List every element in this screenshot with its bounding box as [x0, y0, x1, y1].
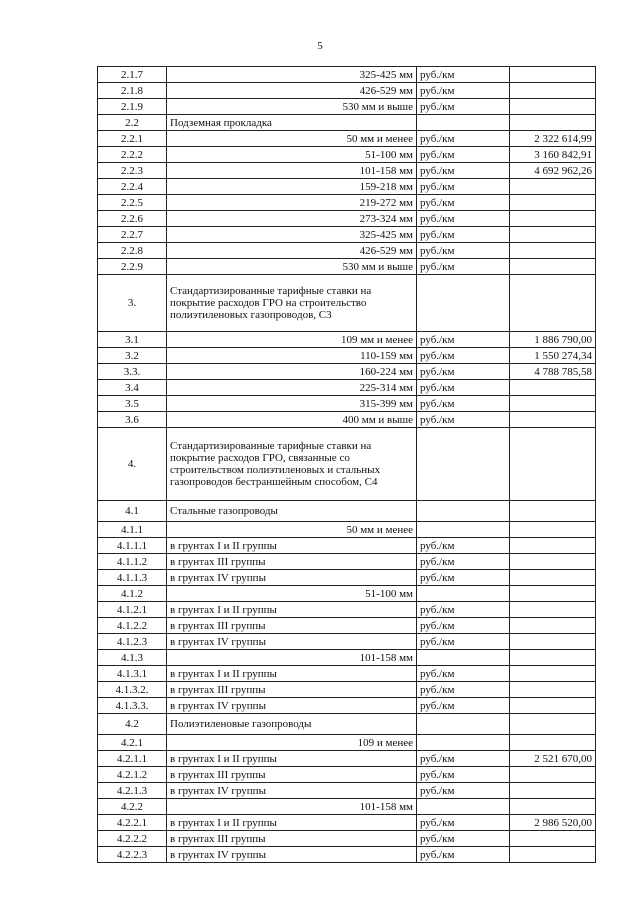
row-number-cell: 2.2.4 [98, 179, 167, 195]
value-cell: 2 322 614,99 [510, 131, 596, 147]
table-row [98, 227, 596, 243]
description-cell: 426-529 мм [167, 243, 417, 259]
table-row [98, 115, 596, 131]
row-number-cell: 4.1.2.2 [98, 618, 167, 634]
row-number-cell: 4.1.1.3 [98, 570, 167, 586]
tariff-table [97, 66, 596, 863]
description-cell: 325-425 мм [167, 227, 417, 243]
unit-cell: руб./км [417, 666, 510, 682]
value-cell [510, 227, 596, 243]
table-row [98, 570, 596, 586]
table-row [98, 586, 596, 602]
table-row [98, 714, 596, 735]
row-number-cell: 4. [98, 428, 167, 501]
description-cell: 101-158 мм [167, 799, 417, 815]
description-cell: в грунтах III группы [167, 767, 417, 783]
description-cell: Стальные газопроводы [167, 501, 417, 522]
description-cell: Стандартизированные тарифные ставки на покрытие расходов ГРО, связанные со строительством полиэтиленовых и стальных газопроводов бестраншейным способом, С4 [167, 428, 417, 501]
unit-cell: руб./км [417, 554, 510, 570]
value-cell [510, 243, 596, 259]
row-number-cell: 3.5 [98, 396, 167, 412]
row-number-cell: 4.1.2.1 [98, 602, 167, 618]
value-cell [510, 211, 596, 227]
row-number-cell: 4.1.3.2. [98, 682, 167, 698]
description-cell: 50 мм и менее [167, 522, 417, 538]
table-row [98, 275, 596, 332]
row-number-cell: 2.1.7 [98, 67, 167, 83]
value-cell [510, 698, 596, 714]
table-row [98, 634, 596, 650]
value-cell [510, 634, 596, 650]
table-row [98, 650, 596, 666]
row-number-cell: 2.2.6 [98, 211, 167, 227]
row-number-cell: 4.2.1.2 [98, 767, 167, 783]
unit-cell [417, 501, 510, 522]
table-row [98, 666, 596, 682]
description-cell: в грунтах IV группы [167, 570, 417, 586]
description-cell: 273-324 мм [167, 211, 417, 227]
unit-cell: руб./км [417, 131, 510, 147]
table-row [98, 783, 596, 799]
description-cell: 50 мм и менее [167, 131, 417, 147]
table-row [98, 522, 596, 538]
unit-cell: руб./км [417, 698, 510, 714]
value-cell [510, 554, 596, 570]
row-number-cell: 2.2 [98, 115, 167, 131]
table-row [98, 831, 596, 847]
unit-cell [417, 714, 510, 735]
value-cell [510, 83, 596, 99]
unit-cell [417, 275, 510, 332]
description-cell: 101-158 мм [167, 163, 417, 179]
value-cell [510, 831, 596, 847]
value-cell [510, 538, 596, 554]
description-cell: 530 мм и выше [167, 99, 417, 115]
description-cell: 160-224 мм [167, 364, 417, 380]
table-row [98, 538, 596, 554]
unit-cell: руб./км [417, 380, 510, 396]
value-cell [510, 666, 596, 682]
unit-cell: руб./км [417, 364, 510, 380]
value-cell [510, 259, 596, 275]
unit-cell: руб./км [417, 815, 510, 831]
unit-cell: руб./км [417, 348, 510, 364]
description-cell: в грунтах I и II группы [167, 602, 417, 618]
row-number-cell: 4.1.1 [98, 522, 167, 538]
table-row [98, 364, 596, 380]
value-cell [510, 501, 596, 522]
description-cell: в грунтах IV группы [167, 847, 417, 863]
row-number-cell: 3.6 [98, 412, 167, 428]
description-cell: 109 и менее [167, 735, 417, 751]
unit-cell [417, 650, 510, 666]
unit-cell [417, 799, 510, 815]
row-number-cell: 2.2.5 [98, 195, 167, 211]
description-cell: 315-399 мм [167, 396, 417, 412]
value-cell: 4 692 962,26 [510, 163, 596, 179]
table-row [98, 602, 596, 618]
value-cell [510, 586, 596, 602]
description-cell: Полиэтиленовые газопроводы [167, 714, 417, 735]
unit-cell: руб./км [417, 751, 510, 767]
description-cell: в грунтах I и II группы [167, 666, 417, 682]
unit-cell: руб./км [417, 195, 510, 211]
unit-cell [417, 115, 510, 131]
table-row [98, 698, 596, 714]
unit-cell: руб./км [417, 163, 510, 179]
value-cell: 2 521 670,00 [510, 751, 596, 767]
unit-cell: руб./км [417, 99, 510, 115]
row-number-cell: 3.4 [98, 380, 167, 396]
row-number-cell: 4.2.2.3 [98, 847, 167, 863]
row-number-cell: 3.2 [98, 348, 167, 364]
unit-cell [417, 735, 510, 751]
description-cell: в грунтах I и II группы [167, 751, 417, 767]
row-number-cell: 2.1.8 [98, 83, 167, 99]
row-number-cell: 4.2.1 [98, 735, 167, 751]
row-number-cell: 4.1.2 [98, 586, 167, 602]
description-cell: в грунтах IV группы [167, 634, 417, 650]
page-number: 5 [317, 40, 323, 52]
description-cell: 109 мм и менее [167, 332, 417, 348]
value-cell: 1 886 790,00 [510, 332, 596, 348]
table-row [98, 211, 596, 227]
description-cell: 219-272 мм [167, 195, 417, 211]
value-cell [510, 275, 596, 332]
row-number-cell: 2.1.9 [98, 99, 167, 115]
value-cell [510, 602, 596, 618]
row-number-cell: 4.2.2.2 [98, 831, 167, 847]
description-cell: 400 мм и выше [167, 412, 417, 428]
description-cell: в грунтах IV группы [167, 783, 417, 799]
value-cell [510, 783, 596, 799]
table-row [98, 412, 596, 428]
row-number-cell: 4.1.3 [98, 650, 167, 666]
table-row [98, 243, 596, 259]
unit-cell: руб./км [417, 179, 510, 195]
value-cell [510, 396, 596, 412]
description-cell: в грунтах III группы [167, 831, 417, 847]
unit-cell: руб./км [417, 767, 510, 783]
row-number-cell: 4.1.1.1 [98, 538, 167, 554]
table-row [98, 618, 596, 634]
row-number-cell: 4.2.2.1 [98, 815, 167, 831]
table-row [98, 501, 596, 522]
row-number-cell: 2.2.2 [98, 147, 167, 163]
table-row [98, 147, 596, 163]
table-row [98, 163, 596, 179]
row-number-cell: 3.3. [98, 364, 167, 380]
value-cell [510, 67, 596, 83]
row-number-cell: 4.2.1.1 [98, 751, 167, 767]
unit-cell: руб./км [417, 570, 510, 586]
value-cell [510, 650, 596, 666]
table-row [98, 332, 596, 348]
unit-cell: руб./км [417, 259, 510, 275]
unit-cell [417, 522, 510, 538]
description-cell: в грунтах III группы [167, 682, 417, 698]
row-number-cell: 4.2 [98, 714, 167, 735]
description-cell: в грунтах I и II группы [167, 538, 417, 554]
unit-cell: руб./км [417, 538, 510, 554]
table-row [98, 751, 596, 767]
row-number-cell: 2.2.8 [98, 243, 167, 259]
row-number-cell: 2.2.7 [98, 227, 167, 243]
description-cell: Стандартизированные тарифные ставки на покрытие расходов ГРО на строительство полиэтиленовых газопроводов, С3 [167, 275, 417, 332]
description-cell: 426-529 мм [167, 83, 417, 99]
value-cell: 3 160 842,91 [510, 147, 596, 163]
table-row [98, 195, 596, 211]
description-cell: 530 мм и выше [167, 259, 417, 275]
row-number-cell: 3. [98, 275, 167, 332]
table-row [98, 131, 596, 147]
row-number-cell: 4.1.1.2 [98, 554, 167, 570]
table-row [98, 179, 596, 195]
value-cell [510, 570, 596, 586]
table-row [98, 799, 596, 815]
description-cell: в грунтах IV группы [167, 698, 417, 714]
unit-cell: руб./км [417, 831, 510, 847]
row-number-cell: 3.1 [98, 332, 167, 348]
row-number-cell: 4.1.3.3. [98, 698, 167, 714]
value-cell [510, 847, 596, 863]
table-row [98, 380, 596, 396]
row-number-cell: 2.2.1 [98, 131, 167, 147]
table-row [98, 348, 596, 364]
unit-cell: руб./км [417, 227, 510, 243]
tariff-table-body [98, 67, 596, 863]
table-row [98, 428, 596, 501]
table-row [98, 682, 596, 698]
value-cell [510, 115, 596, 131]
table-row [98, 847, 596, 863]
unit-cell: руб./км [417, 618, 510, 634]
unit-cell: руб./км [417, 634, 510, 650]
value-cell [510, 412, 596, 428]
description-cell: 159-218 мм [167, 179, 417, 195]
description-cell: 51-100 мм [167, 586, 417, 602]
row-number-cell: 4.1.2.3 [98, 634, 167, 650]
description-cell: 110-159 мм [167, 348, 417, 364]
description-cell: в грунтах I и II группы [167, 815, 417, 831]
row-number-cell: 4.1 [98, 501, 167, 522]
description-cell: в грунтах III группы [167, 554, 417, 570]
table-row [98, 815, 596, 831]
unit-cell: руб./км [417, 332, 510, 348]
unit-cell: руб./км [417, 396, 510, 412]
unit-cell: руб./км [417, 243, 510, 259]
value-cell [510, 799, 596, 815]
row-number-cell: 2.2.9 [98, 259, 167, 275]
value-cell [510, 735, 596, 751]
value-cell: 4 788 785,58 [510, 364, 596, 380]
value-cell [510, 179, 596, 195]
description-cell: 225-314 мм [167, 380, 417, 396]
unit-cell: руб./км [417, 83, 510, 99]
unit-cell: руб./км [417, 67, 510, 83]
value-cell [510, 428, 596, 501]
description-cell: в грунтах III группы [167, 618, 417, 634]
value-cell [510, 522, 596, 538]
unit-cell: руб./км [417, 412, 510, 428]
value-cell [510, 618, 596, 634]
value-cell [510, 380, 596, 396]
unit-cell: руб./км [417, 602, 510, 618]
table-row [98, 554, 596, 570]
row-number-cell: 4.2.1.3 [98, 783, 167, 799]
description-cell: 325-425 мм [167, 67, 417, 83]
unit-cell [417, 428, 510, 501]
row-number-cell: 4.1.3.1 [98, 666, 167, 682]
value-cell [510, 714, 596, 735]
description-cell: 51-100 мм [167, 147, 417, 163]
row-number-cell: 2.2.3 [98, 163, 167, 179]
unit-cell [417, 586, 510, 602]
unit-cell: руб./км [417, 211, 510, 227]
table-row [98, 83, 596, 99]
value-cell [510, 195, 596, 211]
unit-cell: руб./км [417, 783, 510, 799]
row-number-cell: 4.2.2 [98, 799, 167, 815]
table-row [98, 735, 596, 751]
table-row [98, 99, 596, 115]
unit-cell: руб./км [417, 147, 510, 163]
value-cell: 2 986 520,00 [510, 815, 596, 831]
value-cell [510, 99, 596, 115]
unit-cell: руб./км [417, 682, 510, 698]
value-cell: 1 550 274,34 [510, 348, 596, 364]
table-row [98, 767, 596, 783]
table-row [98, 67, 596, 83]
value-cell [510, 682, 596, 698]
table-row [98, 259, 596, 275]
table-row [98, 396, 596, 412]
value-cell [510, 767, 596, 783]
description-cell: 101-158 мм [167, 650, 417, 666]
description-cell: Подземная прокладка [167, 115, 417, 131]
unit-cell: руб./км [417, 847, 510, 863]
